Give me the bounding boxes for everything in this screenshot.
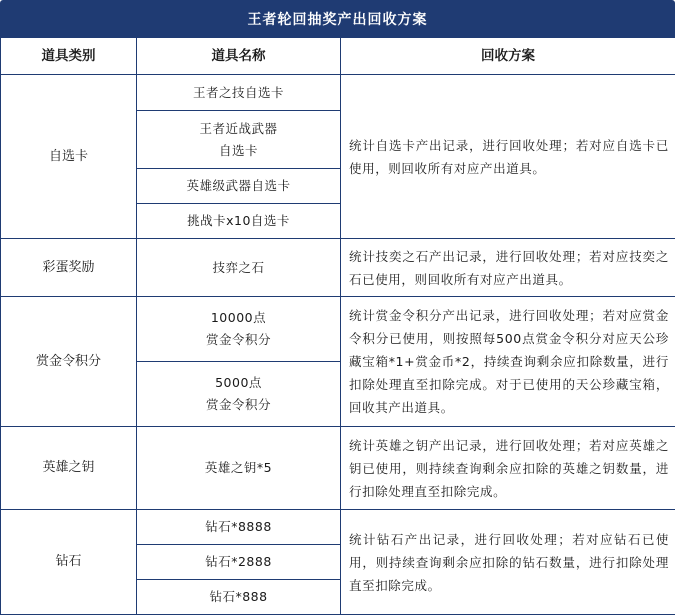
category-cell: 自选卡 [1,75,137,239]
page-title: 王者轮回抽奖产出回收方案 [0,0,675,37]
recovery-table [0,37,675,615]
item-name-cell: 钻石*888 [137,580,341,615]
plan-cell: 统计技奕之石产出记录，进行回收处理；若对应技奕之石已使用，则回收所有对应产出道具。 [341,239,675,297]
item-name-cell: 钻石*8888 [137,510,341,545]
category-cell: 赏金令积分 [1,297,137,427]
plan-cell: 统计自选卡产出记录，进行回收处理；若对应自选卡已使用，则回收所有对应产出道具。 [341,75,675,239]
item-name-cell: 王者之技自选卡 [137,75,341,111]
table-row [1,510,675,545]
table-header-row [1,38,675,75]
plan-cell: 统计钻石产出记录，进行回收处理；若对应钻石已使用，则持续查询剩余应扣除的钻石数量，进行扣除处理直至扣除完成。 [341,510,675,615]
item-name-cell: 王者近战武器 自选卡 [137,111,341,169]
header-name: 道具名称 [137,38,341,75]
table-row [1,239,675,297]
table-row [1,297,675,362]
table-row [1,75,675,111]
item-name-cell: 英雄级武器自选卡 [137,169,341,204]
item-name-cell: 英雄之钥*5 [137,427,341,510]
category-cell: 英雄之钥 [1,427,137,510]
category-cell: 彩蛋奖励 [1,239,137,297]
header-plan: 回收方案 [341,38,675,75]
item-name-cell: 技弈之石 [137,239,341,297]
item-name-cell: 钻石*2888 [137,545,341,580]
item-name-cell: 挑战卡x10自选卡 [137,204,341,239]
item-name-cell: 10000点 赏金令积分 [137,297,341,362]
table-row [1,427,675,510]
plan-cell: 统计赏金令积分产出记录，进行回收处理；若对应赏金令积分已使用，则按照每500点赏金令积分对应天公珍藏宝箱*1+赏金币*2，持续查询剩余应扣除数量，进行扣除处理直至扣除完成。对于已使用的天公珍藏宝箱，回收其产出道具。 [341,297,675,427]
item-name-cell: 5000点 赏金令积分 [137,362,341,427]
header-category: 道具类别 [1,38,137,75]
plan-cell: 统计英雄之钥产出记录，进行回收处理；若对应英雄之钥已使用，则持续查询剩余应扣除的英雄之钥数量，进行扣除处理直至扣除完成。 [341,427,675,510]
category-cell: 钻石 [1,510,137,615]
